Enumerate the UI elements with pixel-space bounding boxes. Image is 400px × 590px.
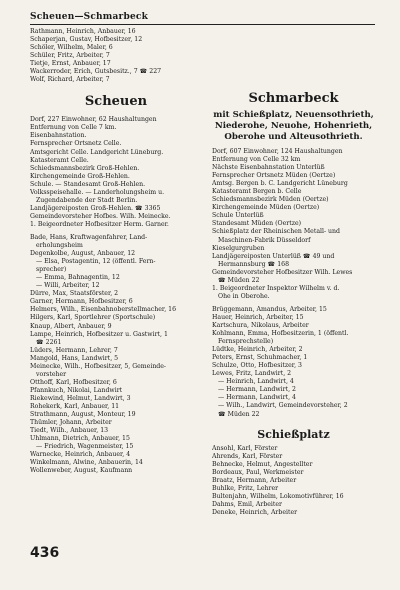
entry-line: Kieselgurgruben [212, 244, 265, 252]
entry-line: Kirchengemeinde Müden (Oertze) [212, 204, 320, 212]
entry-line: Schiedsmannsbezirk Müden (Oertze) [212, 196, 329, 204]
entry-line: Ohe in Oberohe. [218, 292, 270, 300]
entry-line: Deneke, Heinrich, Arbeiter [212, 508, 298, 516]
entry-line: Volksspeisehalle. — Landerholungsheim u. [30, 188, 165, 196]
entry-line: Riekewind, Helmut, Landwirt, 3 [30, 394, 131, 402]
entry-line: Gemeindevorsteher Hofbes. Wilh. Meinecke. [30, 212, 171, 220]
entry-line: Ahrends, Karl, Förster [212, 452, 283, 460]
entry-line: Bultenjahn, Wilhelm, Lokomotivführer, 16 [212, 492, 344, 500]
entry-line: Rohekerk, Karl, Anbauer, 11 [30, 402, 120, 410]
entry-line: Landjägereiposten Unterlüß ☎ 49 und [212, 252, 335, 260]
scheuen-info [30, 116, 202, 229]
left-column [30, 28, 202, 475]
entry-line: — Willi, Arbeiter, 12 [36, 282, 100, 290]
entry-line: Hermannsburg ☎ 168 [218, 260, 290, 268]
schmarbeck-info [212, 148, 375, 301]
entry-line: Amtsgericht Celle. Landgericht Lüneburg. [30, 148, 164, 156]
entry-line: Gemeindevorsteher Hofbesitzer Wilh. Lewes [212, 268, 353, 276]
entry-line: Wackerroder, Erich, Gutsbesitz., 7 ☎ 227 [30, 68, 162, 76]
entry-line: ☎ 2261 [36, 338, 62, 346]
subheading-line: Oberohe und Alteusothrieth. [224, 132, 363, 142]
section-heading-schmarbeck: Schmarbeck [248, 91, 339, 106]
entry-line: Dahms, Emil, Arbeiter [212, 500, 283, 508]
entry-line: Katasteramt Celle. [30, 156, 89, 164]
entry-line: Strathmann, August, Monteur, 19 [30, 411, 136, 419]
entry-line: Otthoff, Karl, Hofbesitzer, 6 [30, 378, 117, 386]
entry-line: Lüders, Hermann, Lehrer, 7 [30, 346, 118, 354]
entry-line: Helmers, Wilh., Eisenbahnoberstellmacher, 16 [30, 306, 177, 314]
entry-line: Entfernung von Celle 7 km. [30, 124, 117, 132]
left-top-entries [30, 28, 202, 84]
entry-line: Knaup, Albert, Anbauer, 9 [30, 322, 112, 330]
entry-line: — Wilh., Landwirt, Gemeindevorsteher, 2 [218, 402, 348, 410]
scheuen-residents [30, 234, 202, 475]
entry-line: Uhlmann, Dietrich, Anbauer, 15 [30, 435, 130, 443]
entry-line: Schiedsmannsbezirk Groß-Hehlen. [30, 164, 140, 172]
entry-line: Pfannkuch, Nikolai, Landwirt [30, 386, 123, 394]
entry-line: sprecher) [36, 266, 67, 274]
entry-line: — Emma, Bahnagentin, 12 [36, 274, 120, 282]
header-rule [30, 24, 375, 25]
entry-line: Wollenweber, August, Kaufmann [30, 467, 133, 475]
entry-line: Wolf, Richard, Arbeiter, 7 [30, 76, 110, 84]
entry-line: erholungsheim [36, 242, 83, 250]
entry-line: Tietje, Ernst, Anbauer, 17 [30, 60, 111, 68]
entry-line: Maschinen-Fabrik Düsseldorf [218, 236, 311, 244]
schmarbeck-subheadings [212, 110, 375, 143]
entry-line: Schule. — Standesamt Groß-Hehlen. [30, 180, 146, 188]
entry-line: Buhlke, Fritz, Lehrer [212, 484, 279, 492]
entry-line: Standesamt Müden (Oertze) [212, 220, 302, 228]
entry-line: Schießplatz der Rheinischen Metall- und [212, 228, 340, 236]
entry-line: Schüler, Fritz, Arbeiter, 7 [30, 52, 110, 60]
entry-line: Warnecke, Heinrich, Anbauer, 4 [30, 451, 131, 459]
entry-line: Eisenbahnstation. [30, 132, 87, 140]
entry-line: — Heinrich, Landwirt, 4 [218, 378, 294, 386]
entry-line: Schöler, Wilhelm, Maler, 6 [30, 44, 113, 52]
entry-line: Schulze, Otto, Hofbesitzer, 3 [212, 362, 302, 370]
entry-line: Lewes, Fritz, Landwirt, 2 [212, 370, 292, 378]
entry-line: Kohlmann, Emma, Hofbesitzerin, 1 (öffentl. [212, 330, 349, 338]
schiessplatz-residents [212, 445, 375, 517]
entry-line: Schaperjan, Gustav, Hofbesitzer, 12 [30, 36, 143, 44]
entry-line: Bade, Hans, Kraftwagenfahrer, Land- [30, 233, 148, 241]
right-column [212, 28, 375, 517]
section-heading-schiessplatz: Schießplatz [257, 427, 330, 441]
entry-line: ☎ Müden 22 [218, 410, 260, 418]
entry-line: Braatz, Hermann, Arbeiter [212, 476, 297, 484]
entry-line: Schule Unterlüß [212, 212, 264, 220]
entry-line: Winkelmann, Alwine, Anbauerin, 14 [30, 459, 143, 467]
entry-line: Lüdtke, Heinrich, Arbeiter, 2 [212, 346, 303, 354]
entry-line: Thümler, Johann, Arbeiter [30, 419, 112, 427]
subheading-line: mit Schießplatz, Neuensothrieth, [213, 110, 374, 120]
entry-line: Entfernung von Celle 32 km [212, 156, 301, 164]
entry-line: Garner, Hermann, Hofbesitzer, 6 [30, 298, 133, 306]
entry-line: Fernsprechstelle) [218, 338, 274, 346]
entry-line: Hilgers, Karl, Sportlehrer (Sportschule) [30, 314, 156, 322]
entry-line: vorsteher [36, 370, 67, 378]
entry-line: Dorf, 227 Einwohner, 62 Haushaltungen [30, 116, 157, 124]
entry-line: — Elsa, Postagentin, 12 (öffentl. Fern- [36, 258, 156, 266]
entry-line: — Hermann, Landwirt, 2 [218, 386, 296, 394]
entry-line: Behnecke, Helmut, Angestellter [212, 460, 313, 468]
entry-line: Zugendabende der Stadt Berlin. [36, 196, 138, 204]
schmarbeck-residents [212, 306, 375, 419]
entry-line: Bordeaux, Paul, Werkmeister [212, 468, 304, 476]
entry-line: Dürre, Max, Staatsförster, 2 [30, 290, 119, 298]
entry-line: Kartschura, Nikolaus, Arbeiter [212, 321, 309, 329]
entry-line: Hauer, Heinrich, Arbeiter, 15 [212, 313, 304, 321]
entry-line: Kirchengemeinde Groß-Hehlen. [30, 172, 130, 180]
entry-line: 1. Beigeordneter Hofbesitzer Herm. Garner. [30, 220, 169, 228]
entry-line: ☎ Müden 22 [218, 276, 260, 284]
entry-line: Ansohl, Karl, Förster [212, 444, 278, 452]
entry-line: Peters, Ernst, Schuhmacher, 1 [212, 354, 308, 362]
entry-line: — Friedrich, Wagenmeister, 15 [36, 443, 134, 451]
entry-line: Mangold, Hans, Landwirt, 5 [30, 354, 119, 362]
section-heading-scheuen: Scheuen [84, 94, 148, 110]
entry-line: Meinecke, Wilh., Hofbesitzer, 5, Gemeinde- [30, 362, 167, 370]
entry-line: Landjägereiposten Groß-Hehlen. ☎ 3365 [30, 204, 161, 212]
entry-line: Tiedt, Wilh., Anbauer, 13 [30, 427, 109, 435]
entry-line: Degenkolbe, August, Anbauer, 12 [30, 250, 136, 258]
entry-line: Dorf, 607 Einwohner, 124 Haushaltungen [212, 148, 343, 155]
page-number: 436 [30, 545, 60, 561]
entry-line: Brüggemann, Amandus, Arbeiter, 15 [212, 305, 327, 313]
subheading-line: Niederohe, Neuohe, Hohenrieth, [214, 121, 373, 131]
entry-line: Fernsprecher Ortsnetz Celle. [30, 140, 122, 148]
entry-line: Katasteramt Bergen b. Celle [212, 188, 302, 196]
entry-line: Fernsprecher Ortsnetz Müden (Oertze) [212, 172, 336, 180]
entry-line: Lampe, Heinrich, Hofbesitzer u. Gastwirt, 1 [30, 330, 168, 338]
entry-line: 1. Beigeordneter Inspektor Wilhelm v. d. [212, 284, 340, 292]
entry-line: — Hermann, Landwirt, 4 [218, 394, 296, 402]
running-header: Scheuen—Schmarbeck [30, 12, 149, 22]
entry-line: Nächste Eisenbahnstation Unterlüß [212, 164, 325, 172]
entry-line: Amtsg. Bergen b. C. Landgericht Lüneburg [212, 180, 348, 188]
entry-line: Rathmann, Heinrich, Anbauer, 16 [30, 28, 136, 35]
